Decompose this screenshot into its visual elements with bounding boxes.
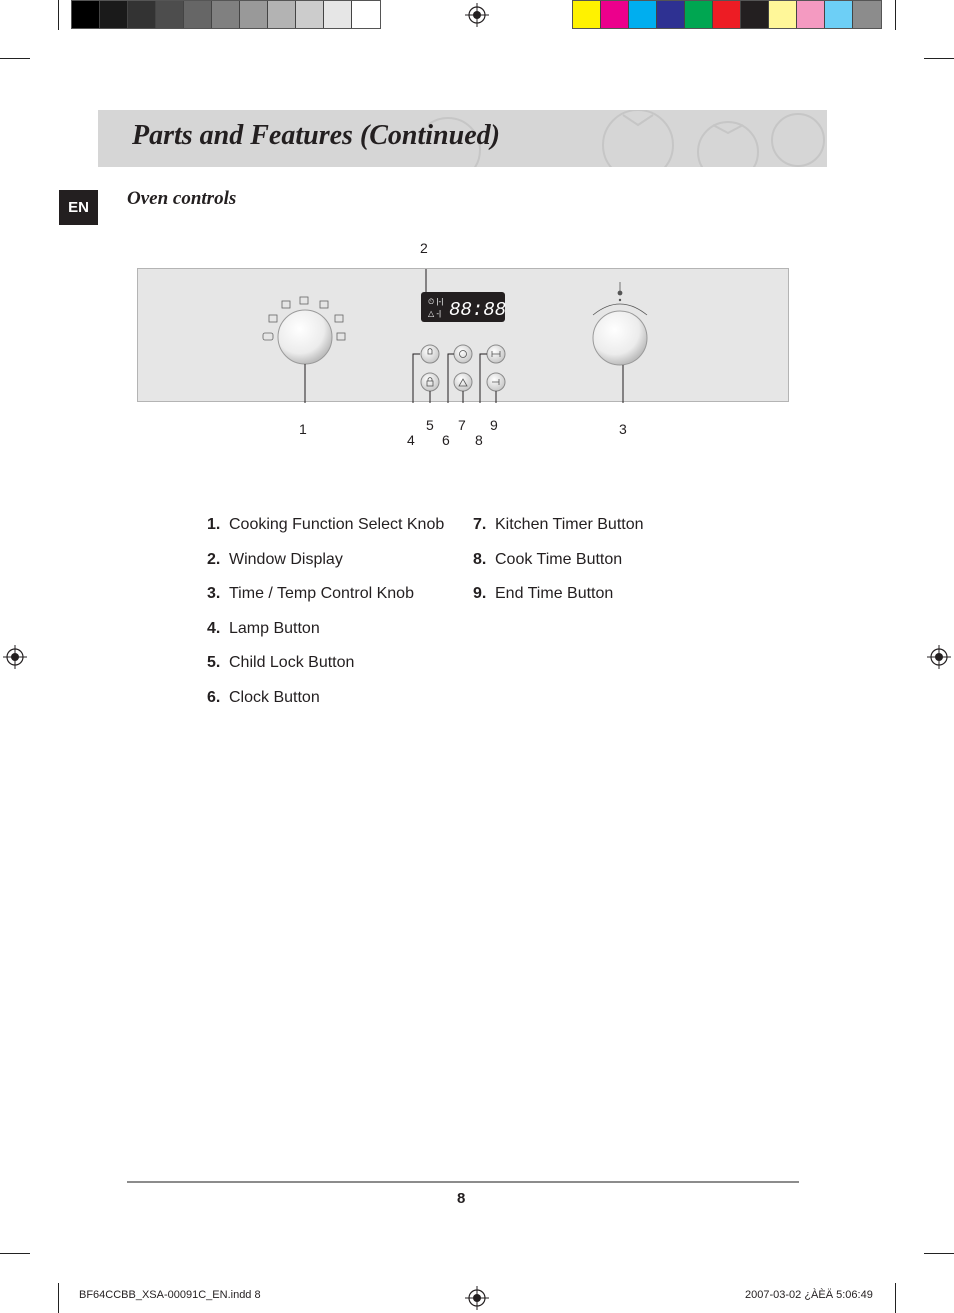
grayscale-color-bar — [71, 0, 381, 29]
title-band — [98, 110, 827, 167]
page-title: Parts and Features (Continued) — [132, 120, 500, 151]
color-swatch — [184, 1, 212, 28]
registration-mark-icon — [465, 1286, 489, 1310]
color-swatch — [72, 1, 100, 28]
color-swatch — [657, 1, 685, 28]
clock-button[interactable] — [454, 345, 472, 363]
footer-timestamp: 2007-03-02 ¿ÀÈÄ 5:06:49 — [745, 1289, 873, 1301]
child-lock-button[interactable] — [421, 373, 439, 391]
language-tab: EN — [59, 190, 98, 225]
process-color-bar — [572, 0, 882, 29]
svg-text:⏲ |-|: ⏲ |-| — [428, 297, 444, 306]
oven-control-panel — [137, 268, 789, 402]
callout-8: 8 — [475, 432, 483, 448]
window-display — [421, 292, 506, 322]
parts-list-right — [473, 516, 644, 620]
crop-mark — [924, 1253, 954, 1254]
registration-mark-icon — [927, 645, 951, 669]
color-swatch — [769, 1, 797, 28]
color-swatch — [156, 1, 184, 28]
crop-mark — [924, 58, 954, 59]
list-item: 9. End Time Button — [473, 585, 614, 603]
kitchen-timer-button[interactable] — [454, 373, 472, 391]
color-swatch — [741, 1, 769, 28]
color-swatch — [825, 1, 853, 28]
color-swatch — [296, 1, 324, 28]
footer-rule — [127, 1181, 799, 1183]
color-swatch — [573, 1, 601, 28]
parts-list-left — [207, 516, 444, 724]
color-swatch — [713, 1, 741, 28]
crop-mark — [0, 58, 30, 59]
time-temp-knob[interactable] — [593, 311, 647, 365]
list-item: 7. Kitchen Timer Button — [473, 516, 644, 533]
svg-text:△ -|: △ -| — [428, 309, 442, 318]
crop-mark — [58, 0, 59, 30]
callout-6: 6 — [442, 432, 450, 448]
color-swatch — [629, 1, 657, 28]
callout-3: 3 — [619, 421, 627, 437]
color-swatch — [797, 1, 825, 28]
callout-2: 2 — [420, 240, 428, 256]
color-swatch — [352, 1, 380, 28]
crop-mark — [895, 1283, 896, 1313]
list-item: 5. Child Lock Button — [207, 654, 355, 672]
registration-mark-icon — [3, 645, 27, 669]
crop-mark — [58, 1283, 59, 1313]
list-item: 4. Lamp Button — [207, 619, 320, 637]
color-swatch — [100, 1, 128, 28]
list-item: 6. Clock Button — [207, 688, 320, 706]
list-item: 8. Cook Time Button — [473, 550, 623, 568]
cook-time-button[interactable] — [487, 345, 505, 363]
display-digits: 88:88 — [449, 299, 507, 321]
callout-4: 4 — [407, 432, 415, 448]
footer-filename: BF64CCBB_XSA-00091C_EN.indd 8 — [79, 1289, 261, 1301]
color-swatch — [212, 1, 240, 28]
list-item: 1. Cooking Function Select Knob — [207, 516, 445, 533]
color-swatch — [685, 1, 713, 28]
cooking-function-knob[interactable] — [278, 310, 332, 364]
list-item: 3. Time / Temp Control Knob — [207, 585, 414, 603]
thermometer-icon — [593, 282, 647, 315]
page-number: 8 — [457, 1190, 466, 1207]
color-swatch — [853, 1, 881, 28]
callout-9: 9 — [490, 417, 498, 433]
crop-mark — [0, 1253, 30, 1254]
color-swatch — [268, 1, 296, 28]
list-item: 2. Window Display — [207, 550, 343, 568]
color-swatch — [601, 1, 629, 28]
end-time-button[interactable] — [487, 373, 505, 391]
section-title: Oven controls — [127, 188, 237, 209]
color-swatch — [128, 1, 156, 28]
color-swatch — [240, 1, 268, 28]
color-swatch — [324, 1, 352, 28]
lamp-button[interactable] — [421, 345, 439, 363]
crop-mark — [895, 0, 896, 30]
callout-1: 1 — [299, 421, 307, 437]
registration-mark-icon — [465, 3, 489, 27]
callout-5: 5 — [426, 417, 434, 433]
callout-7: 7 — [458, 417, 466, 433]
